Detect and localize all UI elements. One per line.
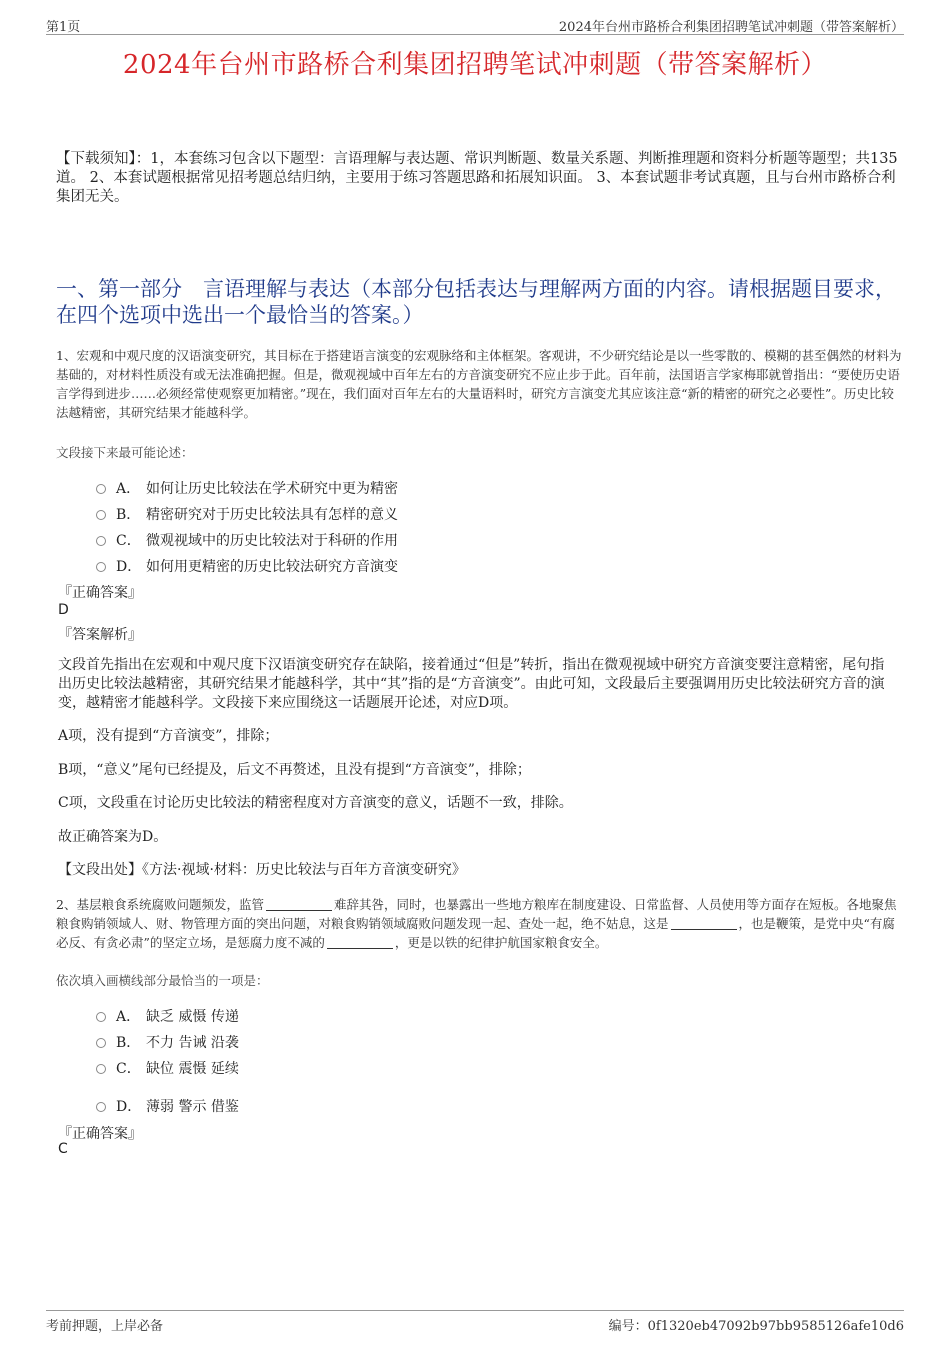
q1-source: 【文段出处】《方法·视域·材料：历史比较法与百年方音演变研究》 [58, 862, 466, 878]
radio-icon[interactable] [96, 1102, 106, 1112]
header-doc-title: 2024年台州市路桥合利集团招聘笔试冲刺题（带答案解析） [558, 20, 904, 35]
radio-icon[interactable] [96, 1038, 106, 1048]
fill-blank [327, 936, 393, 949]
footer-code: 编号：0f1320eb47092b97bb9585126afe10d6 [608, 1319, 904, 1334]
radio-icon[interactable] [96, 562, 106, 572]
q2-answer: C [58, 1141, 68, 1157]
q1-analysis-label: 『答案解析』 [58, 627, 142, 643]
q1-option-a[interactable]: A． 如何让历史比较法在学术研究中更为精密 [96, 478, 398, 498]
radio-icon[interactable] [96, 1012, 106, 1022]
q2-option-b[interactable]: B． 不力 告诫 沿袭 [96, 1032, 239, 1052]
radio-icon[interactable] [96, 536, 106, 546]
download-notice: 【下载须知】：1，本套练习包含以下题型：言语理解与表达题、常识判断题、数量关系题、判断推理题和资料分析题等题型；共135道。 2、本套试题根据常见招考题总结归纳，主要用于练习答题思路和拓展知识面。 3、本套试题非考试真题，且与台州市路桥合利集团无关。 [56, 151, 898, 205]
question-2-text: 2、基层粮食系统腐败问题频发，监管 难辞其咎，同时，也暴露出一些地方粮库在制度建设、日常监督、人员使用等方面存在短板。各地聚焦粮食购销领域人、财、物管理方面的突出问题，对粮食购销领域腐败问题发现一起、查处一起，绝不姑息，这是 ，也是鞭策，是党中央“有腐必反、有贪必肃”的坚定立场，是惩腐力度不减的 ，更是以铁的纪律护航国家粮食安全。 [56, 897, 897, 950]
page-header [46, 14, 904, 35]
q1-answer-label: 『正确答案』 [58, 585, 142, 601]
q1-analysis-paragraph: 文段首先指出在宏观和中观尺度下汉语演变研究存在缺陷，接着通过“但是”转折，指出在微观视域中研究方音演变要注意精密，尾句指出历史比较法越精密，其研究结果才能越科学，其中“其”指的是“方音演变”。由此可知，文段最后主要强调用历史比较法研究方音的演变，越精密才能越科学。文段接下来应围绕这一话题展开论述，对应D项。 [58, 657, 885, 711]
radio-icon[interactable] [96, 510, 106, 520]
fill-blank [671, 917, 737, 930]
q1-analysis-a: A项，没有提到“方音演变”，排除； [58, 728, 279, 744]
page-footer [46, 1310, 904, 1337]
q1-option-c[interactable]: C． 微观视域中的历史比较法对于科研的作用 [96, 530, 398, 550]
q2-option-a[interactable]: A． 缺乏 威慑 传递 [96, 1006, 239, 1026]
q2-answer-label: 『正确答案』 [58, 1126, 142, 1142]
question-2-stem: 依次填入画横线部分最恰当的一项是： [56, 973, 269, 988]
q1-analysis-c: C项，文段重在讨论历史比较法的精密程度对方音演变的意义，话题不一致，排除。 [58, 795, 573, 811]
page-number: 第1页 [46, 20, 81, 35]
q1-option-b[interactable]: B． 精密研究对于历史比较法具有怎样的意义 [96, 504, 398, 524]
question-1-stem: 文段接下来最可能论述： [56, 445, 194, 460]
q1-conclusion: 故正确答案为D。 [58, 829, 168, 845]
section-heading: 一、第一部分 言语理解与表达（本部分包括表达与理解两方面的内容。请根据题目要求，在四个选项中选出一个最恰当的答案。） [56, 277, 896, 327]
q2-option-d[interactable]: D． 薄弱 警示 借鉴 [96, 1096, 239, 1116]
question-1-text: 1、宏观和中观尺度的汉语演变研究，其目标在于搭建语言演变的宏观脉络和主体框架。客观讲，不少研究结论是以一些零散的、模糊的甚至偶然的材料为基础的，对材料性质没有或无法准确把握。但是，微观视域中百年左右的方音演变研究不应止步于此。百年前，法国语言学家梅耶就曾指出：“要使历史语言学得到进步……必须经常使观察更加精密。”现在，我们面对百年左右的大量语料时，研究方言演变尤其应该注意“新的精密的研究之必要性”。历史比较法越精密，其研究结果才能越科学。 [56, 348, 902, 420]
footer-slogan: 考前押题，上岸必备 [46, 1319, 164, 1334]
document-title: 2024年台州市路桥合利集团招聘笔试冲刺题（带答案解析） [122, 50, 828, 80]
fill-blank [266, 898, 332, 911]
radio-icon[interactable] [96, 484, 106, 494]
radio-icon[interactable] [96, 1064, 106, 1074]
q1-option-d[interactable]: D． 如何用更精密的历史比较法研究方音演变 [96, 556, 398, 576]
q2-option-c[interactable]: C． 缺位 震慑 延续 [96, 1058, 239, 1078]
q1-answer: D [58, 602, 69, 618]
q1-analysis-b: B项，“意义”尾句已经提及，后文不再赘述，且没有提到“方音演变”，排除； [58, 762, 531, 778]
